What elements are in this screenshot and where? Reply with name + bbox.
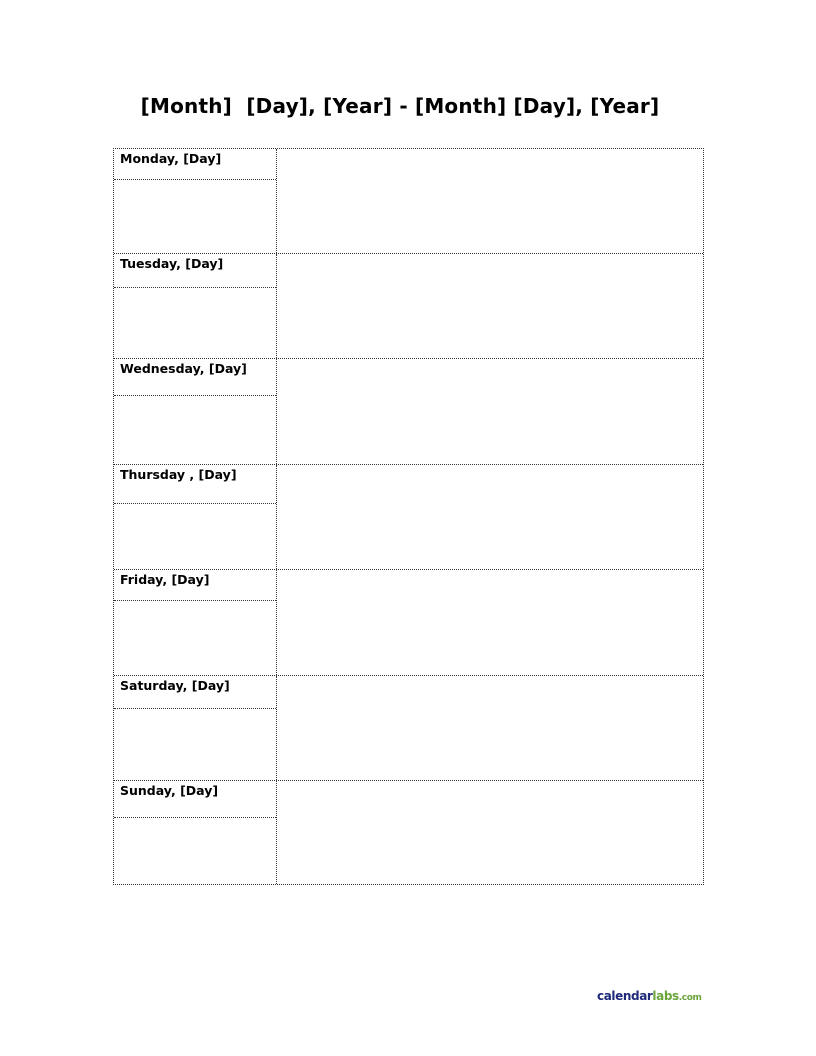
day-left-notes-area[interactable]	[114, 180, 276, 253]
day-label-friday: Friday, [Day]	[114, 570, 276, 601]
calendarlabs-logo[interactable]	[597, 989, 701, 1003]
day-notes-area[interactable]	[277, 676, 703, 780]
day-left-cell	[114, 359, 277, 464]
day-row-saturday	[114, 676, 703, 781]
day-notes-area[interactable]	[277, 359, 703, 464]
page-title: [Month] [Day], [Year] - [Month] [Day], [Year]	[140, 94, 660, 118]
day-label-saturday: Saturday, [Day]	[114, 676, 276, 709]
day-row-friday	[114, 570, 703, 676]
day-left-cell	[114, 149, 277, 253]
day-left-cell	[114, 676, 277, 780]
day-left-notes-area[interactable]	[114, 396, 276, 464]
day-notes-area[interactable]	[277, 465, 703, 569]
day-label-wednesday: Wednesday, [Day]	[114, 359, 276, 396]
day-label-tuesday: Tuesday, [Day]	[114, 254, 276, 288]
day-left-notes-area[interactable]	[114, 601, 276, 675]
logo-text-labs: labs	[652, 989, 679, 1003]
day-row-monday	[114, 149, 703, 254]
day-left-cell	[114, 570, 277, 675]
day-label-thursday: Thursday , [Day]	[114, 465, 276, 504]
logo-text-calendar: calendar	[597, 989, 653, 1003]
weekly-planner-grid	[113, 148, 704, 885]
day-left-notes-area[interactable]	[114, 288, 276, 358]
day-left-cell	[114, 781, 277, 884]
day-label-monday: Monday, [Day]	[114, 149, 276, 180]
logo-text-com: .com	[678, 993, 702, 1003]
day-row-tuesday	[114, 254, 703, 359]
day-left-cell	[114, 254, 277, 358]
day-notes-area[interactable]	[277, 570, 703, 675]
day-row-sunday	[114, 781, 703, 884]
day-left-notes-area[interactable]	[114, 504, 276, 569]
day-row-wednesday	[114, 359, 703, 465]
day-left-cell	[114, 465, 277, 569]
day-left-notes-area[interactable]	[114, 709, 276, 780]
day-left-notes-area[interactable]	[114, 818, 276, 884]
day-row-thursday	[114, 465, 703, 570]
day-notes-area[interactable]	[277, 254, 703, 358]
day-label-sunday: Sunday, [Day]	[114, 781, 276, 818]
day-notes-area[interactable]	[277, 781, 703, 884]
day-notes-area[interactable]	[277, 149, 703, 253]
